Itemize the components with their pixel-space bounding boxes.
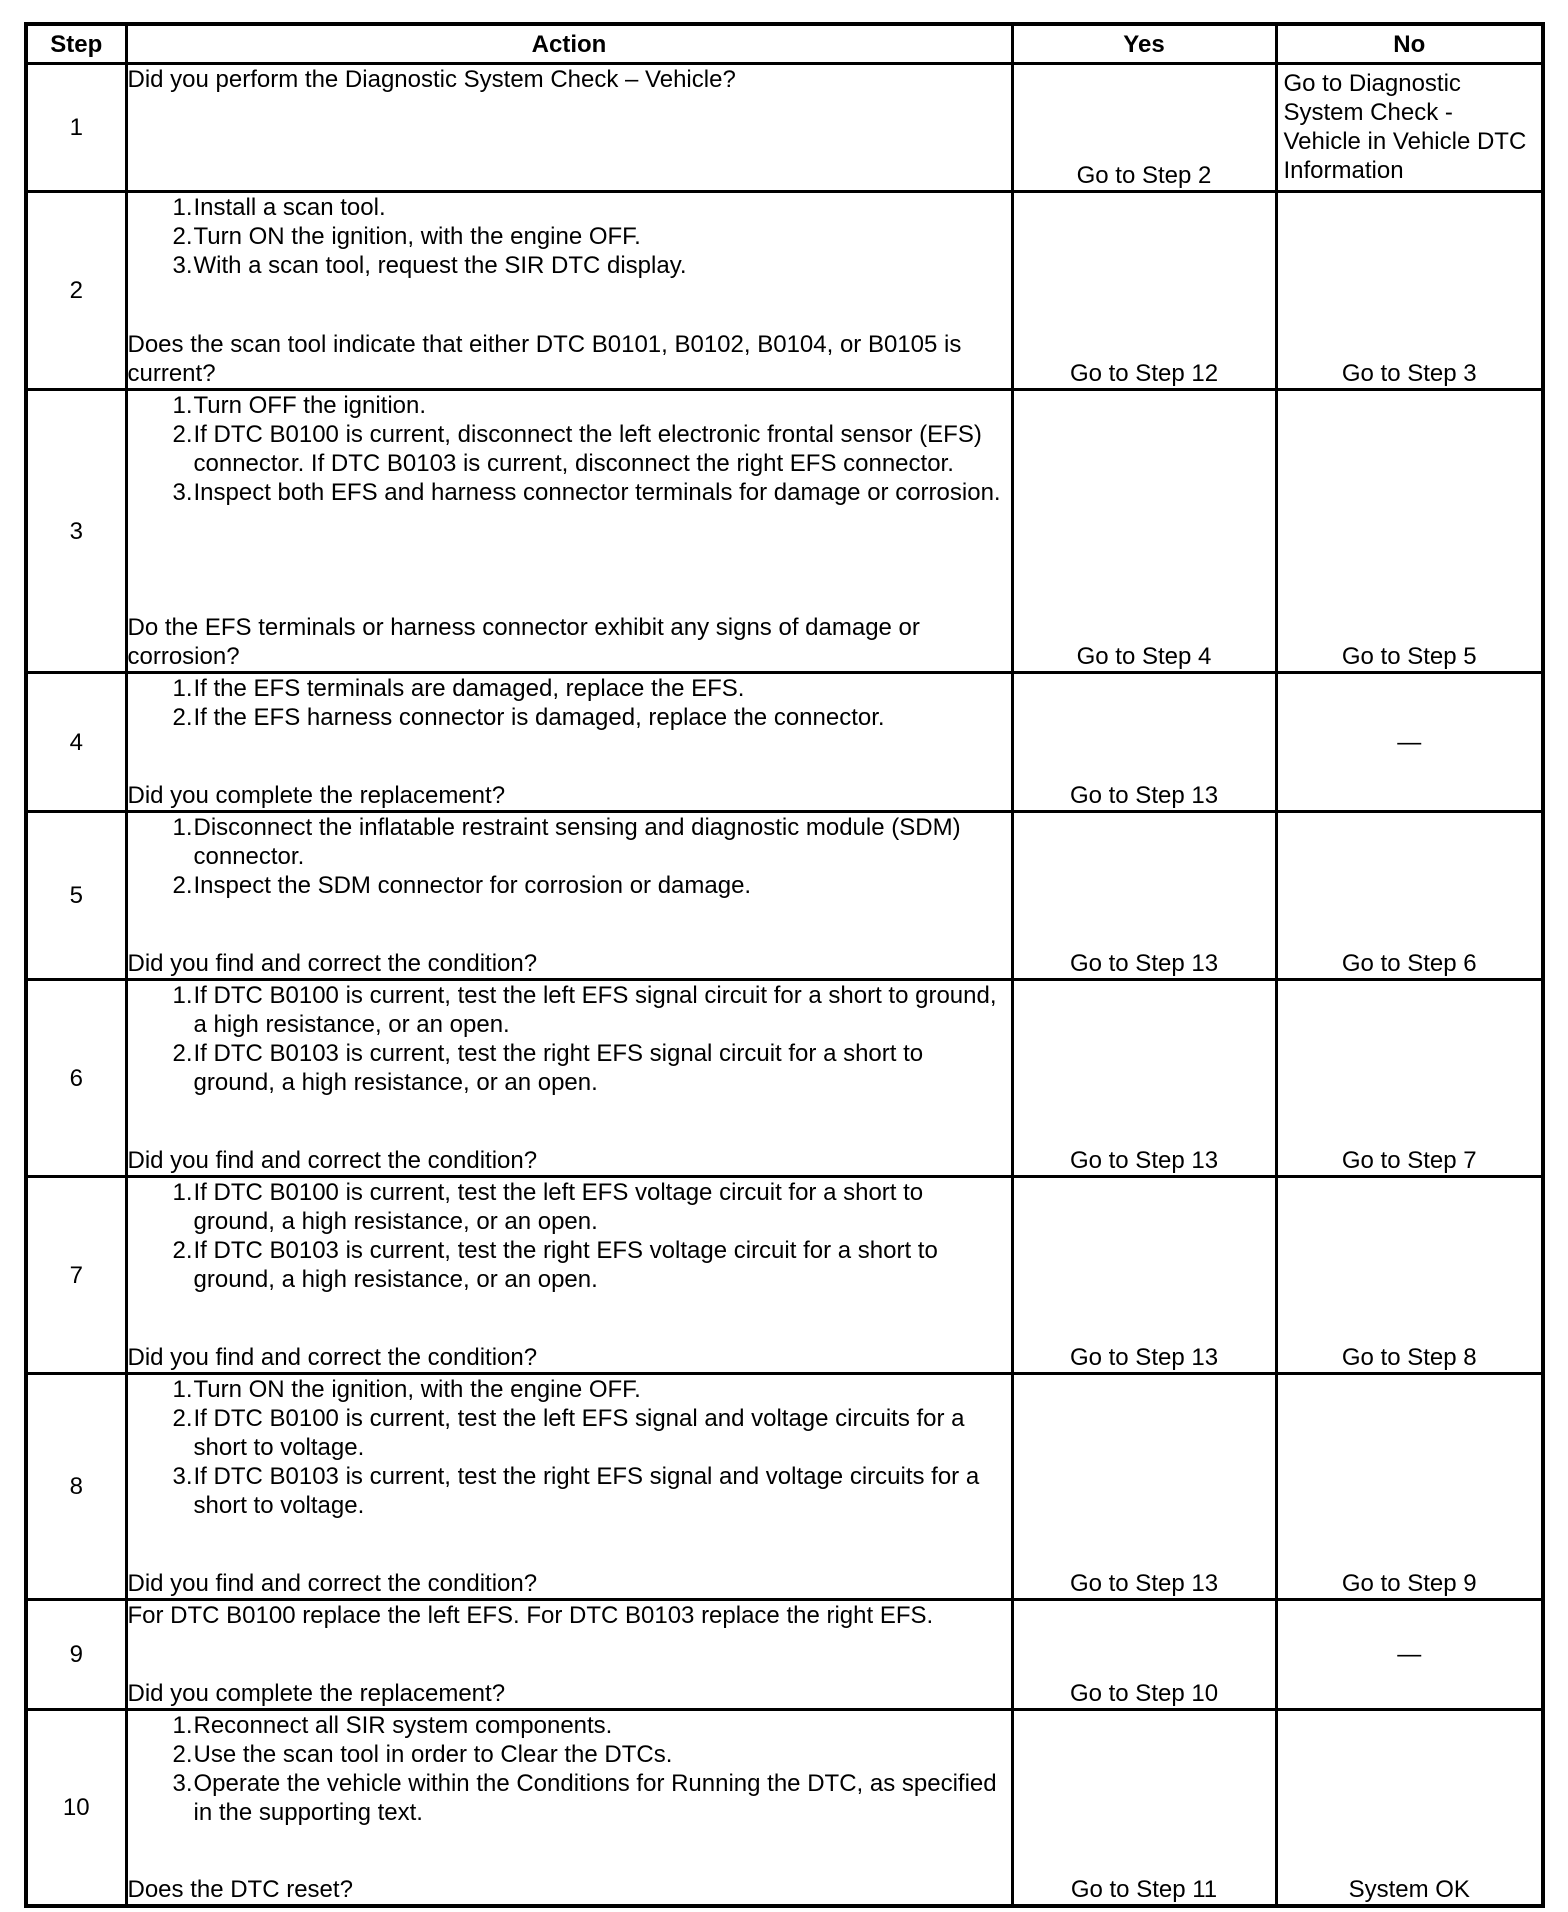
- action-cell: [126, 980, 1012, 1177]
- no-cell: Go to Step 7: [1276, 980, 1543, 1177]
- list-item: 3. If DTC B0103 is current, test the right EFS signal and voltage circuits for a short to voltage.: [172, 1463, 980, 1519]
- action-cell: [126, 673, 1012, 812]
- action-cell: [126, 1177, 1012, 1374]
- step-number: 9: [26, 1600, 126, 1710]
- list-item: 1. Disconnect the inflatable restraint sensing and diagnostic module (SDM) connector.: [172, 814, 961, 870]
- list-item: 3. Operate the vehicle within the Conditions for Running the DTC, as specified in the supporting text.: [172, 1770, 997, 1826]
- action-steps: [128, 391, 1011, 507]
- yes-cell: Go to Step 13: [1012, 1374, 1276, 1600]
- yes-cell: Go to Step 13: [1012, 980, 1276, 1177]
- action-question: Do the EFS terminals or harness connector exhibit any signs of damage or corrosion?: [127, 614, 920, 670]
- yes-cell: Go to Step 13: [1012, 1177, 1276, 1374]
- action-cell: [126, 1600, 1012, 1710]
- list-item: 1. Turn OFF the ignition.: [172, 392, 427, 419]
- yes-cell: Go to Step 10: [1012, 1600, 1276, 1710]
- no-cell: Go to Step 8: [1276, 1177, 1543, 1374]
- no-cell: System OK: [1276, 1710, 1543, 1906]
- action-cell: [126, 812, 1012, 980]
- yes-cell: Go to Step 12: [1012, 192, 1276, 390]
- table-row: [26, 1177, 1543, 1374]
- step-number: 4: [26, 673, 126, 812]
- list-item: 1. Turn ON the ignition, with the engine OFF.: [172, 1376, 641, 1403]
- no-cell: —: [1276, 673, 1543, 812]
- no-cell: Go to Diagnostic System Check - Vehicle in Vehicle DTC Information: [1276, 64, 1543, 192]
- yes-cell: Go to Step 13: [1012, 673, 1276, 812]
- list-item: 1. If DTC B0100 is current, test the left EFS signal circuit for a short to ground, a high resistance, or an open.: [172, 982, 997, 1038]
- step-number: 3: [26, 390, 126, 673]
- action-steps: [128, 1178, 1011, 1294]
- header-step: Step: [26, 24, 126, 64]
- header-yes: Yes: [1012, 24, 1276, 64]
- action-intro: Did you perform the Diagnostic System Check – Vehicle?: [127, 66, 736, 93]
- step-number: 5: [26, 812, 126, 980]
- header-row: [26, 24, 1543, 64]
- list-item: 1. If DTC B0100 is current, test the left EFS voltage circuit for a short to ground, a high resistance, or an open.: [172, 1179, 924, 1235]
- table-row: [26, 1374, 1543, 1600]
- action-cell: [126, 1710, 1012, 1906]
- list-item: 2. Turn ON the ignition, with the engine OFF.: [172, 223, 641, 250]
- table-row: [26, 673, 1543, 812]
- no-cell: —: [1276, 1600, 1543, 1710]
- action-question: Did you find and correct the condition?: [127, 1344, 538, 1371]
- no-cell: Go to Step 6: [1276, 812, 1543, 980]
- action-cell: [126, 1374, 1012, 1600]
- action-cell: [126, 64, 1012, 192]
- yes-cell: Go to Step 11: [1012, 1710, 1276, 1906]
- table-row: [26, 812, 1543, 980]
- action-steps: [128, 674, 1011, 732]
- action-question: Did you complete the replacement?: [127, 782, 506, 809]
- table-row: [26, 980, 1543, 1177]
- list-item: 2. If DTC B0103 is current, test the right EFS signal circuit for a short to ground, a high resistance, or an open.: [172, 1040, 924, 1096]
- step-number: 6: [26, 980, 126, 1177]
- list-item: 1. Reconnect all SIR system components.: [172, 1712, 613, 1739]
- action-cell: [126, 390, 1012, 673]
- no-cell: Go to Step 5: [1276, 390, 1543, 673]
- list-item: 3. With a scan tool, request the SIR DTC display.: [172, 252, 687, 279]
- step-number: 8: [26, 1374, 126, 1600]
- step-number: 1: [26, 64, 126, 192]
- table-row: [26, 1600, 1543, 1710]
- list-item: 2. If DTC B0103 is current, test the right EFS voltage circuit for a short to ground, a high resistance, or an open.: [172, 1237, 938, 1293]
- header-action: Action: [126, 24, 1012, 64]
- action-cell: [126, 192, 1012, 390]
- action-steps: [128, 1711, 1011, 1827]
- action-question: Does the DTC reset?: [127, 1875, 353, 1903]
- no-cell: Go to Step 9: [1276, 1374, 1543, 1600]
- list-item: 2. Inspect the SDM connector for corrosion or damage.: [172, 872, 752, 899]
- action-steps: [128, 981, 1011, 1097]
- action-question: Did you find and correct the condition?: [127, 1570, 538, 1597]
- action-question: Does the scan tool indicate that either DTC B0101, B0102, B0104, or B0105 is current?: [127, 331, 962, 387]
- step-number: 2: [26, 192, 126, 390]
- action-steps: [128, 1375, 1011, 1520]
- action-question: Did you find and correct the condition?: [127, 1147, 538, 1174]
- header-no: No: [1276, 24, 1543, 64]
- list-item: 2. Use the scan tool in order to Clear the DTCs.: [172, 1741, 673, 1768]
- step-number: 10: [26, 1710, 126, 1906]
- table-row: [26, 192, 1543, 390]
- list-item: 2. If DTC B0100 is current, disconnect the left electronic frontal sensor (EFS) connector. If DTC B0103 is current, disconnect the right EFS connector.: [172, 421, 982, 477]
- table-row: [26, 64, 1543, 192]
- yes-cell: Go to Step 13: [1012, 812, 1276, 980]
- action-intro: For DTC B0100 replace the left EFS. For DTC B0103 replace the right EFS.: [127, 1602, 934, 1629]
- list-item: 3. Inspect both EFS and harness connector terminals for damage or corrosion.: [172, 479, 1001, 506]
- no-cell: Go to Step 3: [1276, 192, 1543, 390]
- diagnostic-table: [24, 22, 1545, 1908]
- yes-cell: Go to Step 4: [1012, 390, 1276, 673]
- action-steps: [128, 813, 1011, 900]
- yes-cell: Go to Step 2: [1012, 64, 1276, 192]
- list-item: 1. If the EFS terminals are damaged, replace the EFS.: [172, 675, 745, 702]
- list-item: 2. If the EFS harness connector is damaged, replace the connector.: [172, 704, 885, 731]
- table-row: [26, 1710, 1543, 1906]
- action-question: Did you find and correct the condition?: [127, 950, 538, 977]
- table-row: [26, 390, 1543, 673]
- step-number: 7: [26, 1177, 126, 1374]
- action-question: Did you complete the replacement?: [127, 1680, 506, 1707]
- list-item: 1. Install a scan tool.: [172, 194, 386, 221]
- action-steps: [128, 193, 1011, 280]
- list-item: 2. If DTC B0100 is current, test the left EFS signal and voltage circuits for a short to voltage.: [172, 1405, 965, 1461]
